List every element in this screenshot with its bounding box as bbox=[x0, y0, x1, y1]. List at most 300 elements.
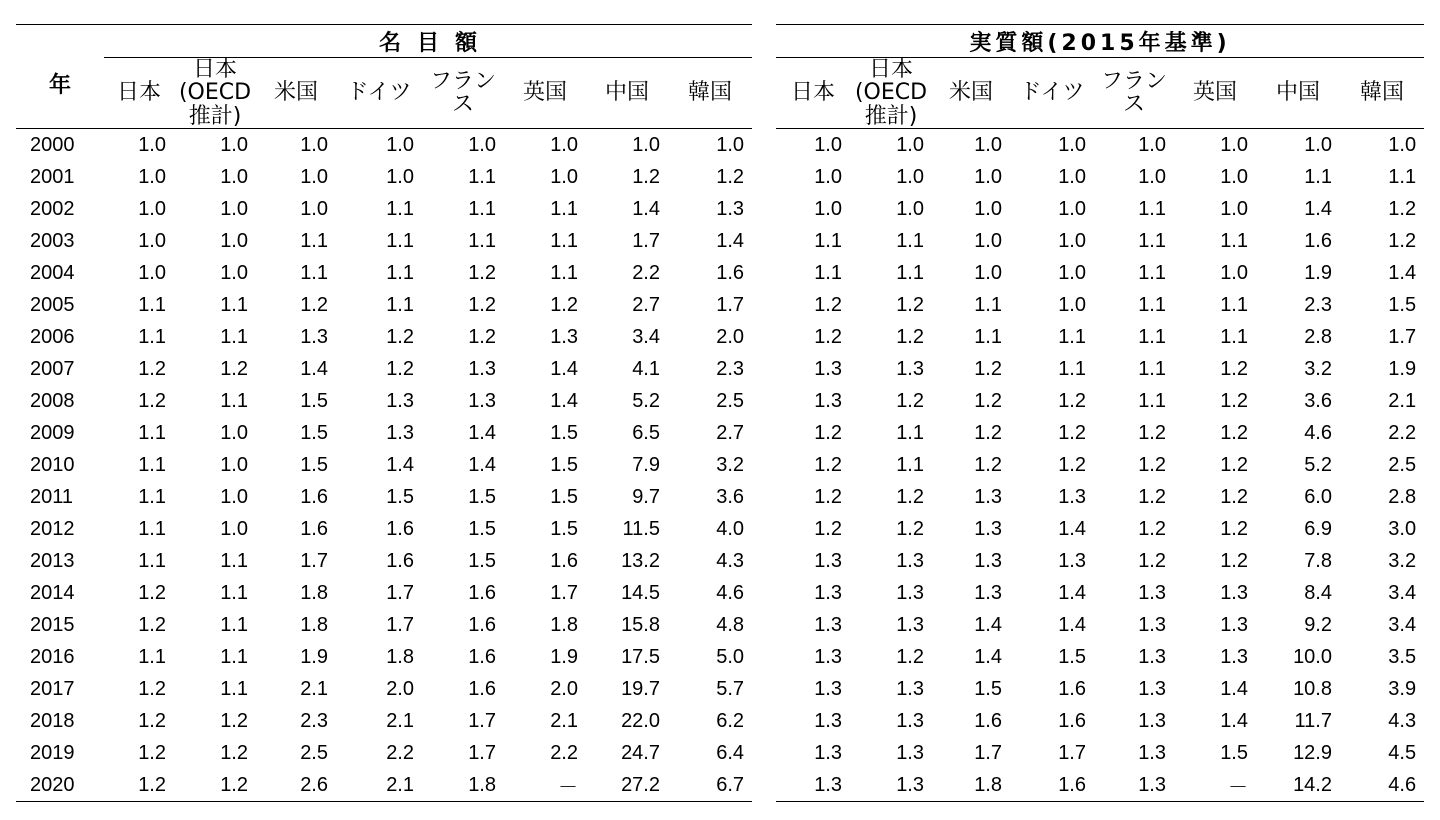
year-cell: 2004 bbox=[30, 261, 75, 284]
real-value-cell: 1.0 bbox=[814, 165, 842, 188]
year-cell: 2016 bbox=[30, 645, 75, 668]
real-value-cell: 1.1 bbox=[814, 229, 842, 252]
nominal-value-cell: 2.3 bbox=[300, 709, 328, 732]
nominal-value-cell: 2.1 bbox=[300, 677, 328, 700]
real-value-cell: 1.0 bbox=[1058, 229, 1086, 252]
nominal-value-cell: 1.1 bbox=[300, 229, 328, 252]
nominal-value-cell: 2.5 bbox=[716, 389, 745, 412]
year-cell: 2005 bbox=[30, 293, 75, 316]
nominal-value-cell: 1.1 bbox=[220, 613, 248, 636]
real-value-cell: 1.3 bbox=[1138, 741, 1166, 764]
nominal-value-cell: 4.3 bbox=[716, 549, 745, 572]
nominal-value-cell: 1.5 bbox=[550, 453, 578, 476]
real-value-cell: 1.9 bbox=[1388, 357, 1417, 380]
nominal-value-cell: 1.6 bbox=[300, 517, 328, 540]
real-value-cell: 1.3 bbox=[974, 517, 1002, 540]
real-value-cell: 1.4 bbox=[1388, 261, 1417, 284]
nominal-value-cell: 1.2 bbox=[468, 261, 496, 284]
real-value-cell: 1.3 bbox=[814, 389, 842, 412]
nominal-value-cell: 3.2 bbox=[716, 453, 745, 476]
real-value-cell: 1.4 bbox=[1220, 677, 1248, 700]
nominal-country-header: 日本 (OECD 推計) bbox=[174, 58, 256, 129]
year-cell: 2018 bbox=[30, 709, 75, 732]
real-value-cell: 1.2 bbox=[896, 389, 924, 412]
nominal-value-cell: 17.5 bbox=[621, 645, 660, 668]
nominal-value-cell: 15.8 bbox=[621, 613, 660, 636]
nominal-value-cell: 5.7 bbox=[716, 677, 745, 700]
nominal-value-cell: 1.2 bbox=[386, 357, 414, 380]
year-cell: 2009 bbox=[30, 421, 75, 444]
nominal-value-cell: 1.1 bbox=[550, 229, 578, 252]
nominal-value-cell: 2.1 bbox=[336, 769, 422, 802]
nominal-value-cell: 1.0 bbox=[220, 261, 248, 284]
nominal-value-cell: 1.1 bbox=[220, 325, 248, 348]
nominal-value-cell: 1.0 bbox=[138, 165, 166, 188]
real-value-cell: 1.6 bbox=[1058, 677, 1086, 700]
nominal-value-cell: 1.0 bbox=[220, 485, 248, 508]
real-value-cell: 1.2 bbox=[1220, 357, 1248, 380]
real-value-cell: 1.0 bbox=[814, 197, 842, 220]
real-value-cell: 1.1 bbox=[1220, 325, 1248, 348]
real-value-cell: 4.6 bbox=[1304, 421, 1332, 444]
nominal-value-cell: 2.6 bbox=[256, 769, 336, 802]
real-value-cell: 1.2 bbox=[814, 325, 842, 348]
nominal-value-cell: 3.4 bbox=[632, 325, 660, 348]
table-row bbox=[16, 353, 752, 385]
real-country-header: 日本 bbox=[776, 58, 850, 129]
nominal-value-cell: 1.6 bbox=[468, 613, 496, 636]
real-value-cell: 1.3 bbox=[1058, 549, 1086, 572]
nominal-value-cell: 1.5 bbox=[386, 485, 414, 508]
nominal-value-cell: 1.4 bbox=[386, 453, 414, 476]
nominal-value-cell: 1.2 bbox=[716, 165, 745, 188]
real-value-cell: 1.2 bbox=[896, 325, 924, 348]
nominal-value-cell: 1.1 bbox=[220, 293, 248, 316]
real-value-cell: 8.4 bbox=[1304, 581, 1332, 604]
nominal-value-cell: 1.0 bbox=[300, 165, 328, 188]
nominal-value-cell: 1.8 bbox=[550, 613, 578, 636]
real-value-cell: 1.1 bbox=[974, 325, 1002, 348]
nominal-value-cell: 1.3 bbox=[716, 197, 745, 220]
nominal-value-cell: 1.1 bbox=[550, 197, 578, 220]
real-country-header: 米国 bbox=[932, 58, 1010, 129]
nominal-value-cell: 1.3 bbox=[550, 325, 578, 348]
nominal-value-cell: 2.2 bbox=[386, 741, 414, 764]
nominal-value-cell: 2.5 bbox=[300, 741, 328, 764]
real-value-cell: 1.3 bbox=[814, 549, 842, 572]
real-value-cell: 1.3 bbox=[896, 677, 924, 700]
year-cell: 2012 bbox=[30, 517, 75, 540]
real-value-cell: 1.1 bbox=[896, 421, 924, 444]
table-row bbox=[16, 641, 752, 673]
table-row bbox=[16, 193, 752, 225]
nominal-value-cell: 1.0 bbox=[220, 197, 248, 220]
table-row bbox=[776, 673, 1424, 705]
real-value-cell: 1.1 bbox=[814, 261, 842, 284]
nominal-value-cell: 6.2 bbox=[716, 709, 745, 732]
real-value-cell: 1.5 bbox=[1388, 293, 1417, 316]
real-value-cell: 4.5 bbox=[1388, 741, 1417, 764]
nominal-value-cell: 2.2 bbox=[632, 261, 660, 284]
real-value-cell: 1.1 bbox=[1138, 389, 1166, 412]
table-row bbox=[16, 129, 752, 162]
real-value-cell: 1.0 bbox=[1138, 165, 1166, 188]
nominal-value-cell: 4.8 bbox=[716, 613, 745, 636]
year-cell: 2006 bbox=[30, 325, 75, 348]
real-value-cell: 1.3 bbox=[974, 485, 1002, 508]
real-value-cell: 6.9 bbox=[1304, 517, 1332, 540]
real-value-cell: 1.3 bbox=[850, 769, 932, 802]
table-row bbox=[776, 545, 1424, 577]
nominal-value-cell: 1.2 bbox=[220, 709, 248, 732]
real-country-header: 韓国 bbox=[1340, 58, 1424, 129]
real-value-cell: 1.3 bbox=[814, 677, 842, 700]
table-row bbox=[776, 289, 1424, 321]
nominal-value-cell: 1.1 bbox=[138, 421, 166, 444]
table-row bbox=[776, 449, 1424, 481]
real-value-cell: 1.2 bbox=[896, 485, 924, 508]
real-country-header: 中国 bbox=[1256, 58, 1340, 129]
nominal-value-cell: 5.2 bbox=[632, 389, 660, 412]
nominal-value-cell: 19.7 bbox=[621, 677, 660, 700]
nominal-value-cell: 1.3 bbox=[468, 357, 496, 380]
real-value-cell: 1.2 bbox=[1220, 549, 1248, 572]
nominal-value-cell: 13.2 bbox=[621, 549, 660, 572]
nominal-country-header: 日本 bbox=[104, 58, 174, 129]
nominal-value-cell: 1.1 bbox=[138, 453, 166, 476]
real-value-cell: 1.1 bbox=[974, 293, 1002, 316]
real-value-cell: 1.3 bbox=[814, 581, 842, 604]
nominal-country-header: 中国 bbox=[586, 58, 668, 129]
real-value-cell: 1.3 bbox=[1138, 613, 1166, 636]
nominal-value-cell: 2.7 bbox=[716, 421, 745, 444]
nominal-value-cell: 5.0 bbox=[716, 645, 745, 668]
nominal-value-cell: 1.5 bbox=[550, 421, 578, 444]
real-value-cell: 1.2 bbox=[1138, 453, 1166, 476]
real-value-cell: 1.2 bbox=[974, 453, 1002, 476]
real-value-cell: 2.2 bbox=[1388, 421, 1417, 444]
nominal-value-cell: 1.4 bbox=[716, 229, 745, 252]
table-row bbox=[776, 481, 1424, 513]
real-value-cell: 1.2 bbox=[1220, 389, 1248, 412]
nominal-value-cell: 1.7 bbox=[716, 293, 745, 316]
nominal-value-cell: 2.3 bbox=[716, 357, 745, 380]
nominal-value-cell: 1.2 bbox=[138, 677, 166, 700]
year-cell: 2017 bbox=[30, 677, 75, 700]
real-value-cell: 1.3 bbox=[896, 549, 924, 572]
nominal-value-cell: 1.1 bbox=[138, 485, 166, 508]
real-value-cell: 1.0 bbox=[1058, 261, 1086, 284]
nominal-value-cell: 1.1 bbox=[386, 229, 414, 252]
nominal-value-cell: 1.0 bbox=[386, 165, 414, 188]
real-value-cell: 1.0 bbox=[1058, 197, 1086, 220]
real-value-cell: 1.0 bbox=[1304, 133, 1332, 156]
nominal-value-cell: 1.0 bbox=[300, 197, 328, 220]
nominal-value-cell: 1.2 bbox=[550, 293, 578, 316]
real-value-cell: 2.1 bbox=[1388, 389, 1417, 412]
real-value-cell: 3.6 bbox=[1304, 389, 1332, 412]
nominal-value-cell: 1.0 bbox=[138, 197, 166, 220]
real-value-cell: 1.1 bbox=[896, 453, 924, 476]
real-value-cell: 1.0 bbox=[974, 165, 1002, 188]
nominal-value-cell: 1.7 bbox=[300, 549, 328, 572]
table-row bbox=[776, 577, 1424, 609]
real-value-cell: 1.6 bbox=[1058, 709, 1086, 732]
real-value-cell: 1.5 bbox=[1058, 645, 1086, 668]
real-value-cell: 1.4 bbox=[1304, 197, 1332, 220]
nominal-value-cell: 1.1 bbox=[468, 165, 496, 188]
real-value-cell: 1.2 bbox=[814, 453, 842, 476]
real-value-cell: 1.3 bbox=[896, 357, 924, 380]
nominal-country-header: 米国 bbox=[256, 58, 336, 129]
nominal-value-cell: 1.2 bbox=[220, 741, 248, 764]
real-value-cell: 1.2 bbox=[814, 421, 842, 444]
real-value-cell: 1.2 bbox=[1138, 421, 1166, 444]
nominal-value-cell: 1.1 bbox=[138, 549, 166, 572]
real-value-cell: 1.3 bbox=[776, 769, 850, 802]
real-value-cell: 1.0 bbox=[896, 197, 924, 220]
real-value-cell: 1.2 bbox=[1058, 421, 1086, 444]
nominal-value-cell: 1.3 bbox=[468, 389, 496, 412]
table-row bbox=[776, 193, 1424, 225]
nominal-country-header: フラン ス bbox=[422, 58, 504, 129]
nominal-value-cell: 27.2 bbox=[586, 769, 668, 802]
nominal-value-cell: 1.0 bbox=[220, 453, 248, 476]
real-value-cell: 1.2 bbox=[1138, 485, 1166, 508]
nominal-value-cell: 1.1 bbox=[220, 389, 248, 412]
nominal-value-cell: 1.2 bbox=[468, 293, 496, 316]
nominal-value-cell: 1.1 bbox=[220, 549, 248, 572]
real-value-cell: 1.0 bbox=[1220, 261, 1248, 284]
nominal-value-cell: 1.7 bbox=[386, 581, 414, 604]
nominal-value-cell: 1.0 bbox=[220, 517, 248, 540]
nominal-value-cell: 6.7 bbox=[668, 769, 752, 802]
nominal-value-cell: 1.2 bbox=[632, 165, 660, 188]
nominal-value-cell: 1.1 bbox=[468, 229, 496, 252]
real-value-cell: 1.3 bbox=[1220, 581, 1248, 604]
nominal-value-cell: 1.0 bbox=[550, 133, 578, 156]
nominal-value-cell: 1.1 bbox=[138, 645, 166, 668]
real-value-cell: 1.0 bbox=[974, 261, 1002, 284]
real-value-cell: 11.7 bbox=[1294, 709, 1332, 732]
real-value-cell: 5.2 bbox=[1304, 453, 1332, 476]
nominal-value-cell: 1.8 bbox=[300, 581, 328, 604]
real-value-cell: 1.0 bbox=[974, 133, 1002, 156]
real-value-cell: 1.0 bbox=[974, 229, 1002, 252]
real-value-cell: 1.3 bbox=[896, 581, 924, 604]
nominal-value-cell: 4.6 bbox=[716, 581, 745, 604]
real-value-cell: 1.3 bbox=[896, 613, 924, 636]
real-value-cell: 1.0 bbox=[1138, 133, 1166, 156]
year-cell: 2014 bbox=[30, 581, 75, 604]
real-value-cell: 1.3 bbox=[1220, 645, 1248, 668]
year-cell: 2020 bbox=[16, 769, 104, 802]
nominal-value-cell: 1.0 bbox=[138, 261, 166, 284]
nominal-value-cell: 1.2 bbox=[138, 389, 166, 412]
real-value-cell: 10.0 bbox=[1293, 645, 1332, 668]
real-value-cell: 1.0 bbox=[1220, 133, 1248, 156]
real-value-cell: 1.3 bbox=[1138, 677, 1166, 700]
year-cell: 2001 bbox=[30, 165, 75, 188]
nominal-value-cell: 1.2 bbox=[468, 325, 496, 348]
table-row bbox=[776, 385, 1424, 417]
nominal-value-cell: 7.9 bbox=[632, 453, 660, 476]
nominal-value-cell: 2.0 bbox=[716, 325, 745, 348]
table-row bbox=[16, 513, 752, 545]
real-country-header: ドイツ bbox=[1010, 58, 1094, 129]
real-value-cell: 1.0 bbox=[896, 133, 924, 156]
table-row bbox=[16, 385, 752, 417]
real-value-cell: 1.0 bbox=[1058, 293, 1086, 316]
nominal-value-cell: 1.0 bbox=[220, 165, 248, 188]
year-cell: 2011 bbox=[30, 485, 74, 508]
nominal-value-cell: 24.7 bbox=[621, 741, 660, 764]
real-value-cell: 2.8 bbox=[1304, 325, 1332, 348]
real-value-cell: 1.1 bbox=[1388, 165, 1417, 188]
table-row bbox=[16, 545, 752, 577]
table-row bbox=[776, 225, 1424, 257]
table-row bbox=[16, 289, 752, 321]
real-value-cell: 1.1 bbox=[896, 261, 924, 284]
table-row bbox=[776, 737, 1424, 769]
nominal-value-cell: 6.5 bbox=[632, 421, 660, 444]
nominal-value-cell: 1.0 bbox=[468, 133, 496, 156]
nominal-value-cell: 1.1 bbox=[468, 197, 496, 220]
real-value-cell: 1.2 bbox=[1058, 453, 1086, 476]
real-value-cell: 1.0 bbox=[974, 197, 1002, 220]
year-cell: 2003 bbox=[30, 229, 75, 252]
real-value-cell: 1.3 bbox=[814, 357, 842, 380]
table-row bbox=[776, 161, 1424, 193]
real-value-cell: 1.0 bbox=[1220, 165, 1248, 188]
real-value-cell: 1.2 bbox=[974, 421, 1002, 444]
nominal-value-cell: 1.6 bbox=[386, 517, 414, 540]
nominal-value-cell: 1.5 bbox=[550, 485, 578, 508]
real-value-cell: 1.3 bbox=[1220, 613, 1248, 636]
nominal-value-cell: 1.1 bbox=[138, 293, 166, 316]
real-value-cell: 1.1 bbox=[1058, 325, 1086, 348]
real-value-cell: 3.2 bbox=[1388, 549, 1417, 572]
nominal-value-cell: 1.1 bbox=[386, 293, 414, 316]
real-value-cell: 1.2 bbox=[1138, 549, 1166, 572]
real-value-cell: 1.2 bbox=[1388, 229, 1417, 252]
nominal-value-cell: 1.3 bbox=[386, 421, 414, 444]
real-value-cell: 3.4 bbox=[1388, 581, 1417, 604]
real-value-cell: 1.7 bbox=[1058, 741, 1086, 764]
real-value-cell: 1.1 bbox=[1220, 293, 1248, 316]
real-value-cell: 1.4 bbox=[1058, 613, 1086, 636]
nominal-value-cell: 1.0 bbox=[550, 165, 578, 188]
table-row bbox=[16, 769, 752, 802]
nominal-value-cell: 1.2 bbox=[300, 293, 328, 316]
real-value-cell: 2.3 bbox=[1304, 293, 1332, 316]
table-row bbox=[16, 321, 752, 353]
nominal-value-cell: 6.4 bbox=[716, 741, 745, 764]
nominal-value-cell: 1.0 bbox=[386, 133, 414, 156]
nominal-value-cell: 1.1 bbox=[550, 261, 578, 284]
table-row bbox=[776, 513, 1424, 545]
table-row bbox=[16, 449, 752, 481]
nominal-value-cell: 11.5 bbox=[622, 517, 660, 540]
real-value-cell: 1.2 bbox=[974, 357, 1002, 380]
real-value-cell: 1.3 bbox=[974, 549, 1002, 572]
nominal-value-cell: 1.0 bbox=[632, 133, 660, 156]
table-row bbox=[16, 225, 752, 257]
year-cell: 2008 bbox=[30, 389, 75, 412]
nominal-value-cell: 1.3 bbox=[300, 325, 328, 348]
nominal-value-cell: 1.2 bbox=[138, 357, 166, 380]
year-cell: 2007 bbox=[30, 357, 75, 380]
real-value-cell: 1.1 bbox=[1138, 357, 1166, 380]
real-value-cell: 1.1 bbox=[1138, 229, 1166, 252]
nominal-value-cell: 1.6 bbox=[468, 645, 496, 668]
table-row bbox=[16, 737, 752, 769]
real-value-cell: 1.5 bbox=[974, 677, 1002, 700]
real-value-cell: 1.3 bbox=[1138, 645, 1166, 668]
nominal-value-cell: 1.4 bbox=[300, 357, 328, 380]
table-row bbox=[16, 161, 752, 193]
nominal-value-cell: 3.6 bbox=[716, 485, 745, 508]
nominal-value-cell: 1.2 bbox=[174, 769, 256, 802]
nominal-value-cell: 1.5 bbox=[468, 485, 496, 508]
nominal-value-cell: 1.0 bbox=[220, 133, 248, 156]
real-value-cell: 1.3 bbox=[1138, 709, 1166, 732]
nominal-value-cell: 1.2 bbox=[138, 709, 166, 732]
table-row bbox=[776, 129, 1424, 162]
real-value-cell: 9.2 bbox=[1304, 613, 1332, 636]
real-value-cell: 4.3 bbox=[1388, 709, 1417, 732]
real-value-cell: － bbox=[1174, 769, 1256, 802]
nominal-value-cell: 1.1 bbox=[300, 261, 328, 284]
nominal-value-cell: － bbox=[504, 769, 586, 802]
nominal-value-cell: 2.0 bbox=[550, 677, 578, 700]
real-value-cell: 1.1 bbox=[1138, 293, 1166, 316]
nominal-value-cell: 1.7 bbox=[468, 741, 496, 764]
nominal-value-cell: 1.6 bbox=[716, 261, 745, 284]
table-row bbox=[776, 257, 1424, 289]
nominal-value-cell: 2.1 bbox=[550, 709, 578, 732]
real-value-cell: 1.1 bbox=[1138, 197, 1166, 220]
real-value-cell: 1.4 bbox=[1058, 517, 1086, 540]
real-value-cell: 1.1 bbox=[1138, 325, 1166, 348]
nominal-value-cell: 1.8 bbox=[422, 769, 504, 802]
nominal-value-cell: 1.0 bbox=[220, 421, 248, 444]
real-value-cell: 1.1 bbox=[1138, 261, 1166, 284]
table-row bbox=[776, 353, 1424, 385]
nominal-value-cell: 2.7 bbox=[632, 293, 660, 316]
table-row bbox=[16, 609, 752, 641]
nominal-country-header: ドイツ bbox=[336, 58, 422, 129]
real-value-cell: 1.0 bbox=[1058, 165, 1086, 188]
nominal-value-cell: 1.1 bbox=[138, 325, 166, 348]
nominal-country-header: 英国 bbox=[504, 58, 586, 129]
table-row bbox=[776, 609, 1424, 641]
table-row bbox=[776, 769, 1424, 802]
year-cell: 2000 bbox=[30, 133, 75, 156]
real-value-cell: 1.1 bbox=[1220, 229, 1248, 252]
nominal-value-cell: 1.0 bbox=[300, 133, 328, 156]
real-value-cell: 1.3 bbox=[1094, 769, 1174, 802]
nominal-value-cell: 4.0 bbox=[716, 517, 745, 540]
nominal-value-cell: 1.6 bbox=[386, 549, 414, 572]
real-value-cell: 1.2 bbox=[1058, 389, 1086, 412]
real-country-header: フラン ス bbox=[1094, 58, 1174, 129]
year-cell: 2019 bbox=[30, 741, 75, 764]
nominal-table bbox=[16, 24, 752, 802]
table-row bbox=[16, 673, 752, 705]
real-value-cell: 1.2 bbox=[1388, 197, 1417, 220]
real-value-cell: 1.0 bbox=[896, 165, 924, 188]
